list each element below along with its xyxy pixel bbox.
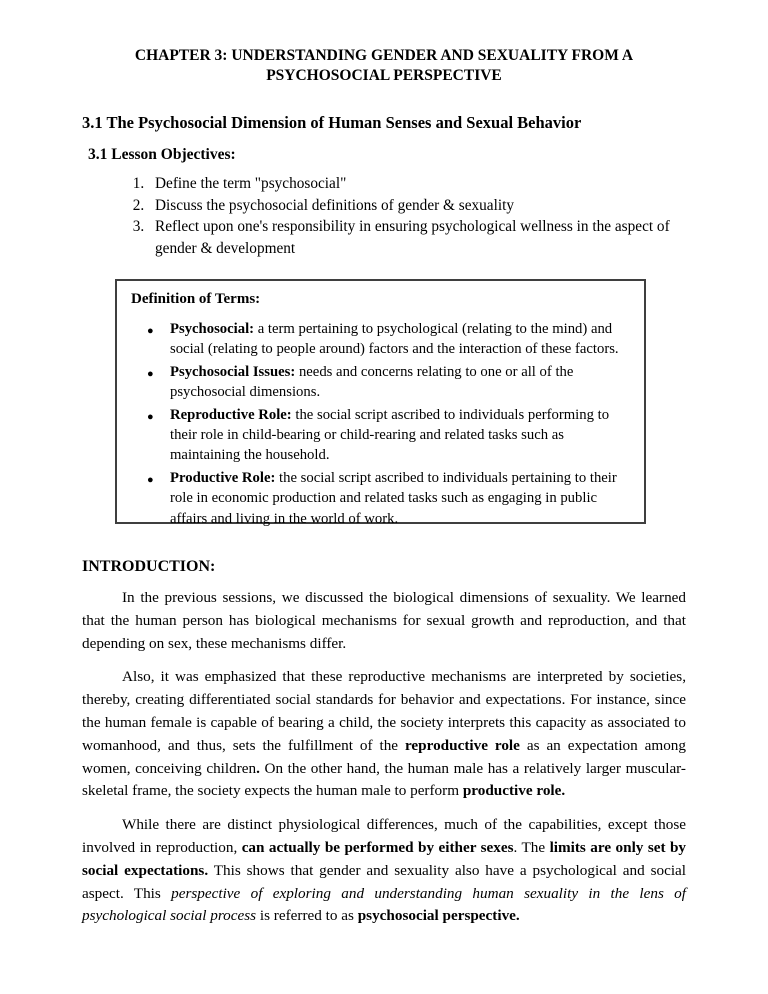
definition-term: Reproductive Role: — [170, 406, 292, 423]
chapter-title-line2: PSYCHOSOCIAL PERSPECTIVE — [266, 67, 502, 84]
text-run: limits are only set by social expectations. — [82, 838, 687, 879]
objectives-list — [82, 173, 686, 259]
text-run: as an expectation among women, conceiving children — [82, 736, 686, 777]
definition-item: ● Psychosocial Issues: needs and concerns relating to one or all of the psychosocial dimensions. — [147, 363, 574, 401]
text-run: psychosocial perspective. — [357, 907, 520, 925]
definition-item: ● Psychosocial: a term pertaining to psychological (relating to the mind) and social (relating to people around) factors and the interaction of these factors. — [147, 321, 619, 358]
text-run: perspective of exploring and understanding human sexuality in the lens of psychological social process — [82, 884, 686, 925]
paragraph — [82, 814, 686, 928]
bullet-icon: ● — [147, 473, 154, 486]
definitions-box — [115, 279, 646, 527]
text-run: . The — [513, 838, 550, 856]
bullet-icon: ● — [147, 367, 154, 380]
text-run: can actually be performed by either sexes — [241, 838, 514, 856]
objective-item: 2. Discuss the psychosocial definitions of gender & sexuality — [148, 195, 686, 217]
text-run: This shows that gender and sexuality also have a psychological and social aspect. This — [82, 861, 687, 902]
text-run: Also, it was emphasized that these reproductive mechanisms are interpreted by societies, thereby, creating differentiated social standards for behavior and expectations. For instance, since the human female is capable of bearing a child, the society interprets this capacity as associated to womanhood, and thus, sets the fulfillment of the — [82, 668, 686, 754]
chapter-title — [82, 46, 686, 86]
definition-term: Productive Role: — [170, 469, 276, 486]
definitions-heading: Definition of Terms: — [131, 291, 261, 307]
introduction-heading: INTRODUCTION: — [82, 558, 216, 575]
definition-item: ● Reproductive Role: the social script ascribed to individuals performing to their role in child-bearing or child-rearing and related tasks such as maintaining the household. — [147, 406, 610, 464]
objective-item: 1. Define the term "psychosocial" — [148, 173, 686, 195]
text-run: reproductive role — [404, 736, 520, 754]
objectives-label: 3.1 Lesson Objectives: — [88, 146, 236, 163]
bullet-icon: ● — [147, 410, 154, 423]
definition-term: Psychosocial Issues: — [170, 363, 296, 380]
paragraph — [82, 587, 686, 655]
text-run: In the previous sessions, we discussed the biological dimensions of sexuality. We learned that the human person has biological mechanisms for sexual growth and reproduction, and that depending on sex, these mechanisms differ. — [82, 589, 686, 652]
text-run: is referred to as — [256, 907, 358, 925]
section-heading: 3.1 The Psychosocial Dimension of Human Senses and Sexual Behavior — [82, 113, 582, 132]
definition-item: ● Productive Role: the social script ascribed to individuals pertaining to their role in economic production and related tasks such as engaging in public affairs and living in the world of work. — [147, 469, 617, 527]
definitions-list — [131, 319, 632, 529]
text-run: While there are distinct physiological differences, much of the capabilities, except those involved in reproduction, — [82, 816, 686, 856]
text-run: . — [256, 759, 260, 777]
bullet-icon: ● — [147, 325, 154, 337]
text-run: On the other hand, the human male has a relatively larger muscular-skeletal frame, the society expects the human male to perform — [82, 759, 686, 800]
definition-term: Psychosocial: — [170, 321, 255, 337]
paragraph — [82, 666, 686, 803]
objective-item: 3. Reflect upon one's responsibility in ensuring psychological wellness in the aspect of gender & development — [148, 216, 686, 259]
chapter-title-line1: CHAPTER 3: UNDERSTANDING GENDER AND SEXUALITY FROM A — [134, 47, 634, 64]
introduction-paragraphs — [82, 587, 686, 928]
text-run: productive role. — [462, 782, 566, 800]
